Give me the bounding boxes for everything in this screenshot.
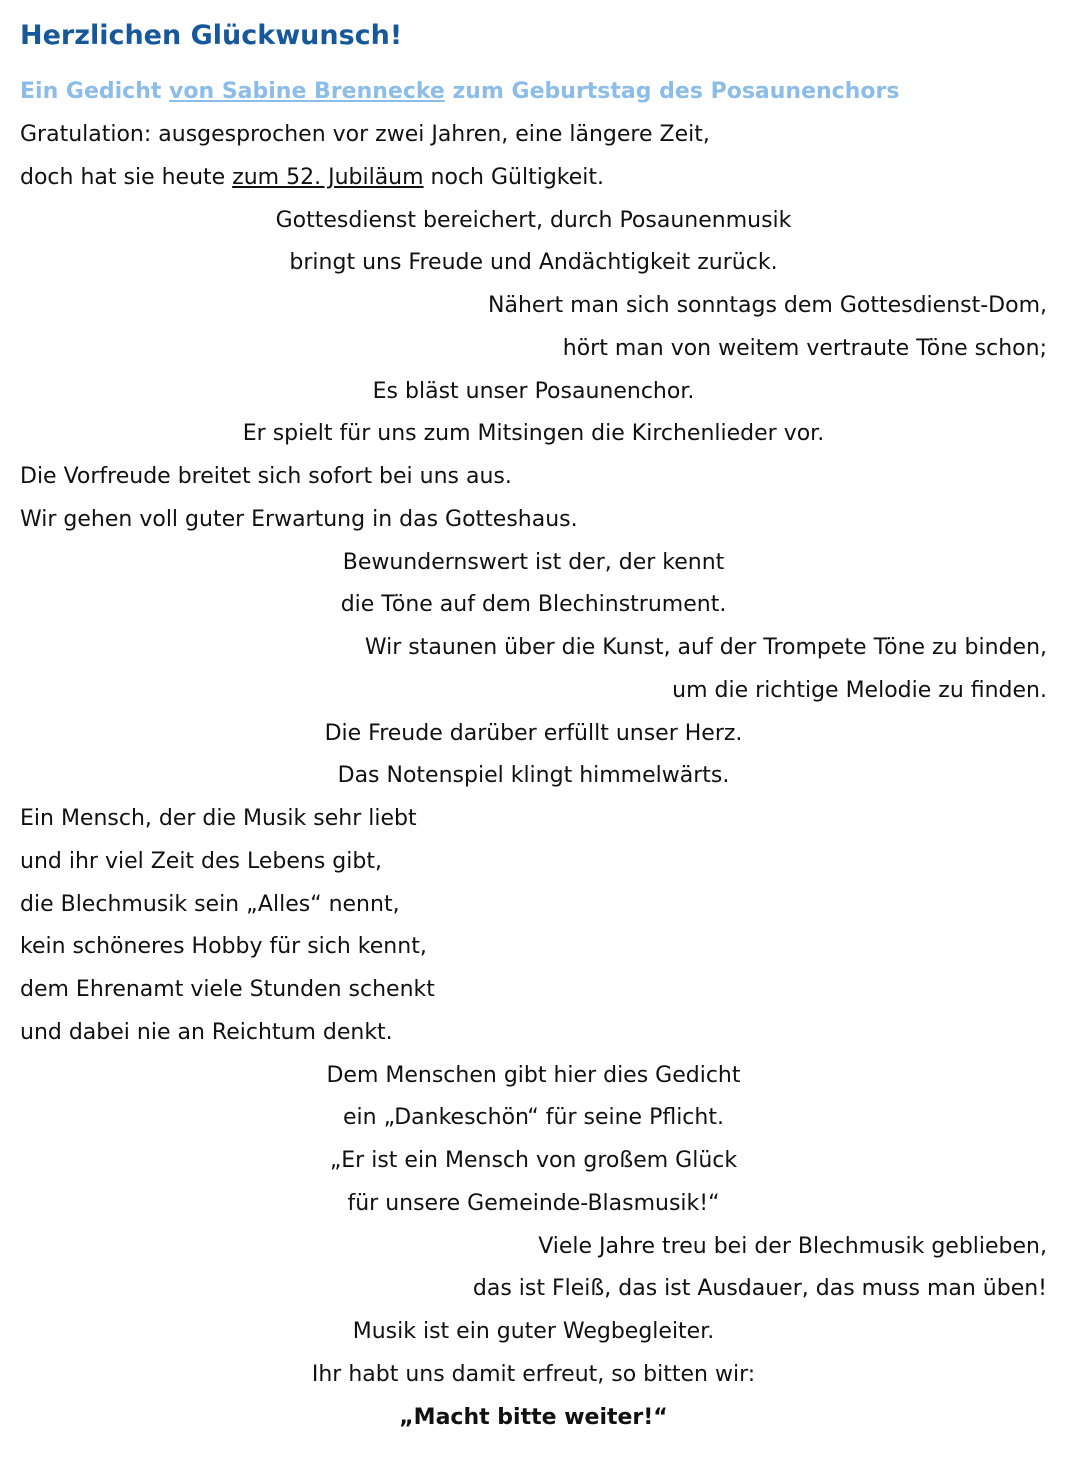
poem-line: Viele Jahre treu bei der Blechmusik geblieben, xyxy=(538,1233,1047,1259)
jubilaeum-link[interactable]: zum 52. Jubiläum xyxy=(232,164,424,190)
poem-line: kein schöneres Hobby für sich kennt, xyxy=(20,934,427,960)
page-title: Herzlichen Glückwunsch! xyxy=(20,20,403,51)
poem-line: Er spielt für uns zum Mitsingen die Kirchenlieder vor. xyxy=(242,421,825,447)
poem-line-prefix: doch hat sie heute xyxy=(20,164,233,190)
poem-line: Wir staunen über die Kunst, auf der Trompete Töne zu binden, xyxy=(364,635,1047,660)
author-link[interactable]: von Sabine Brennecke xyxy=(169,79,445,104)
poem-line: das ist Fleiß, das ist Ausdauer, das muss man üben! xyxy=(472,1276,1047,1302)
poem-line: die Töne auf dem Blechinstrument. xyxy=(340,592,727,618)
poem-line: ein „Dankeschön“ für seine Pflicht. xyxy=(343,1105,724,1131)
poem-line: Das Notenspiel klingt himmelwärts. xyxy=(337,763,730,789)
poem-line: Dem Menschen gibt hier dies Gedicht xyxy=(326,1062,741,1088)
poem-line: Nähert man sich sonntags dem Gottesdienst-Dom, xyxy=(488,293,1047,318)
poem-line: Gratulation: ausgesprochen vor zwei Jahren, eine längere Zeit, xyxy=(20,122,710,147)
poem-closing-line: „Macht bitte weiter!“ xyxy=(399,1404,668,1430)
poem-line: Ihr habt uns damit erfreut, so bitten wir: xyxy=(311,1361,756,1387)
subtitle xyxy=(20,75,899,109)
poem-line: Ein Mensch, der die Musik sehr liebt xyxy=(20,806,417,831)
poem xyxy=(20,114,1047,1439)
poem-line: Es bläst unser Posaunenchor. xyxy=(372,378,695,404)
poem-line: Wir gehen voll guter Erwartung in das Gotteshaus. xyxy=(20,506,578,532)
subtitle-prefix: Ein Gedicht xyxy=(20,79,170,104)
poem-line: und ihr viel Zeit des Lebens gibt, xyxy=(20,848,382,874)
poem-line: Die Vorfreude breitet sich sofort bei uns aus. xyxy=(20,464,512,489)
poem-line: Bewundernswert ist der, der kennt xyxy=(342,549,725,575)
poem-line-suffix: noch Gültigkeit. xyxy=(423,164,605,190)
poem-line: „Er ist ein Mensch von großem Glück xyxy=(329,1148,738,1173)
poem-line: die Blechmusik sein „Alles“ nennt, xyxy=(20,891,400,917)
poem-line: Die Freude darüber erfüllt unser Herz. xyxy=(324,720,743,746)
poem-line: und dabei nie an Reichtum denkt. xyxy=(20,1019,393,1045)
poem-line: für unsere Gemeinde-Blasmusik!“ xyxy=(347,1190,720,1216)
poem-line: hört man von weitem vertraute Töne schon; xyxy=(562,335,1047,361)
poem-line: dem Ehrenamt viele Stunden schenkt xyxy=(20,977,435,1002)
subtitle-suffix: zum Geburtstag des Posaunenchors xyxy=(444,79,900,104)
poem-line: um die richtige Melodie zu finden. xyxy=(672,677,1047,703)
poem-line xyxy=(20,157,1047,200)
poem-line: Musik ist ein guter Wegbegleiter. xyxy=(352,1319,715,1344)
poem-line: Gottesdienst bereichert, durch Posaunenmusik xyxy=(275,207,792,233)
poem-line: bringt uns Freude und Andächtigkeit zurück. xyxy=(289,250,778,276)
